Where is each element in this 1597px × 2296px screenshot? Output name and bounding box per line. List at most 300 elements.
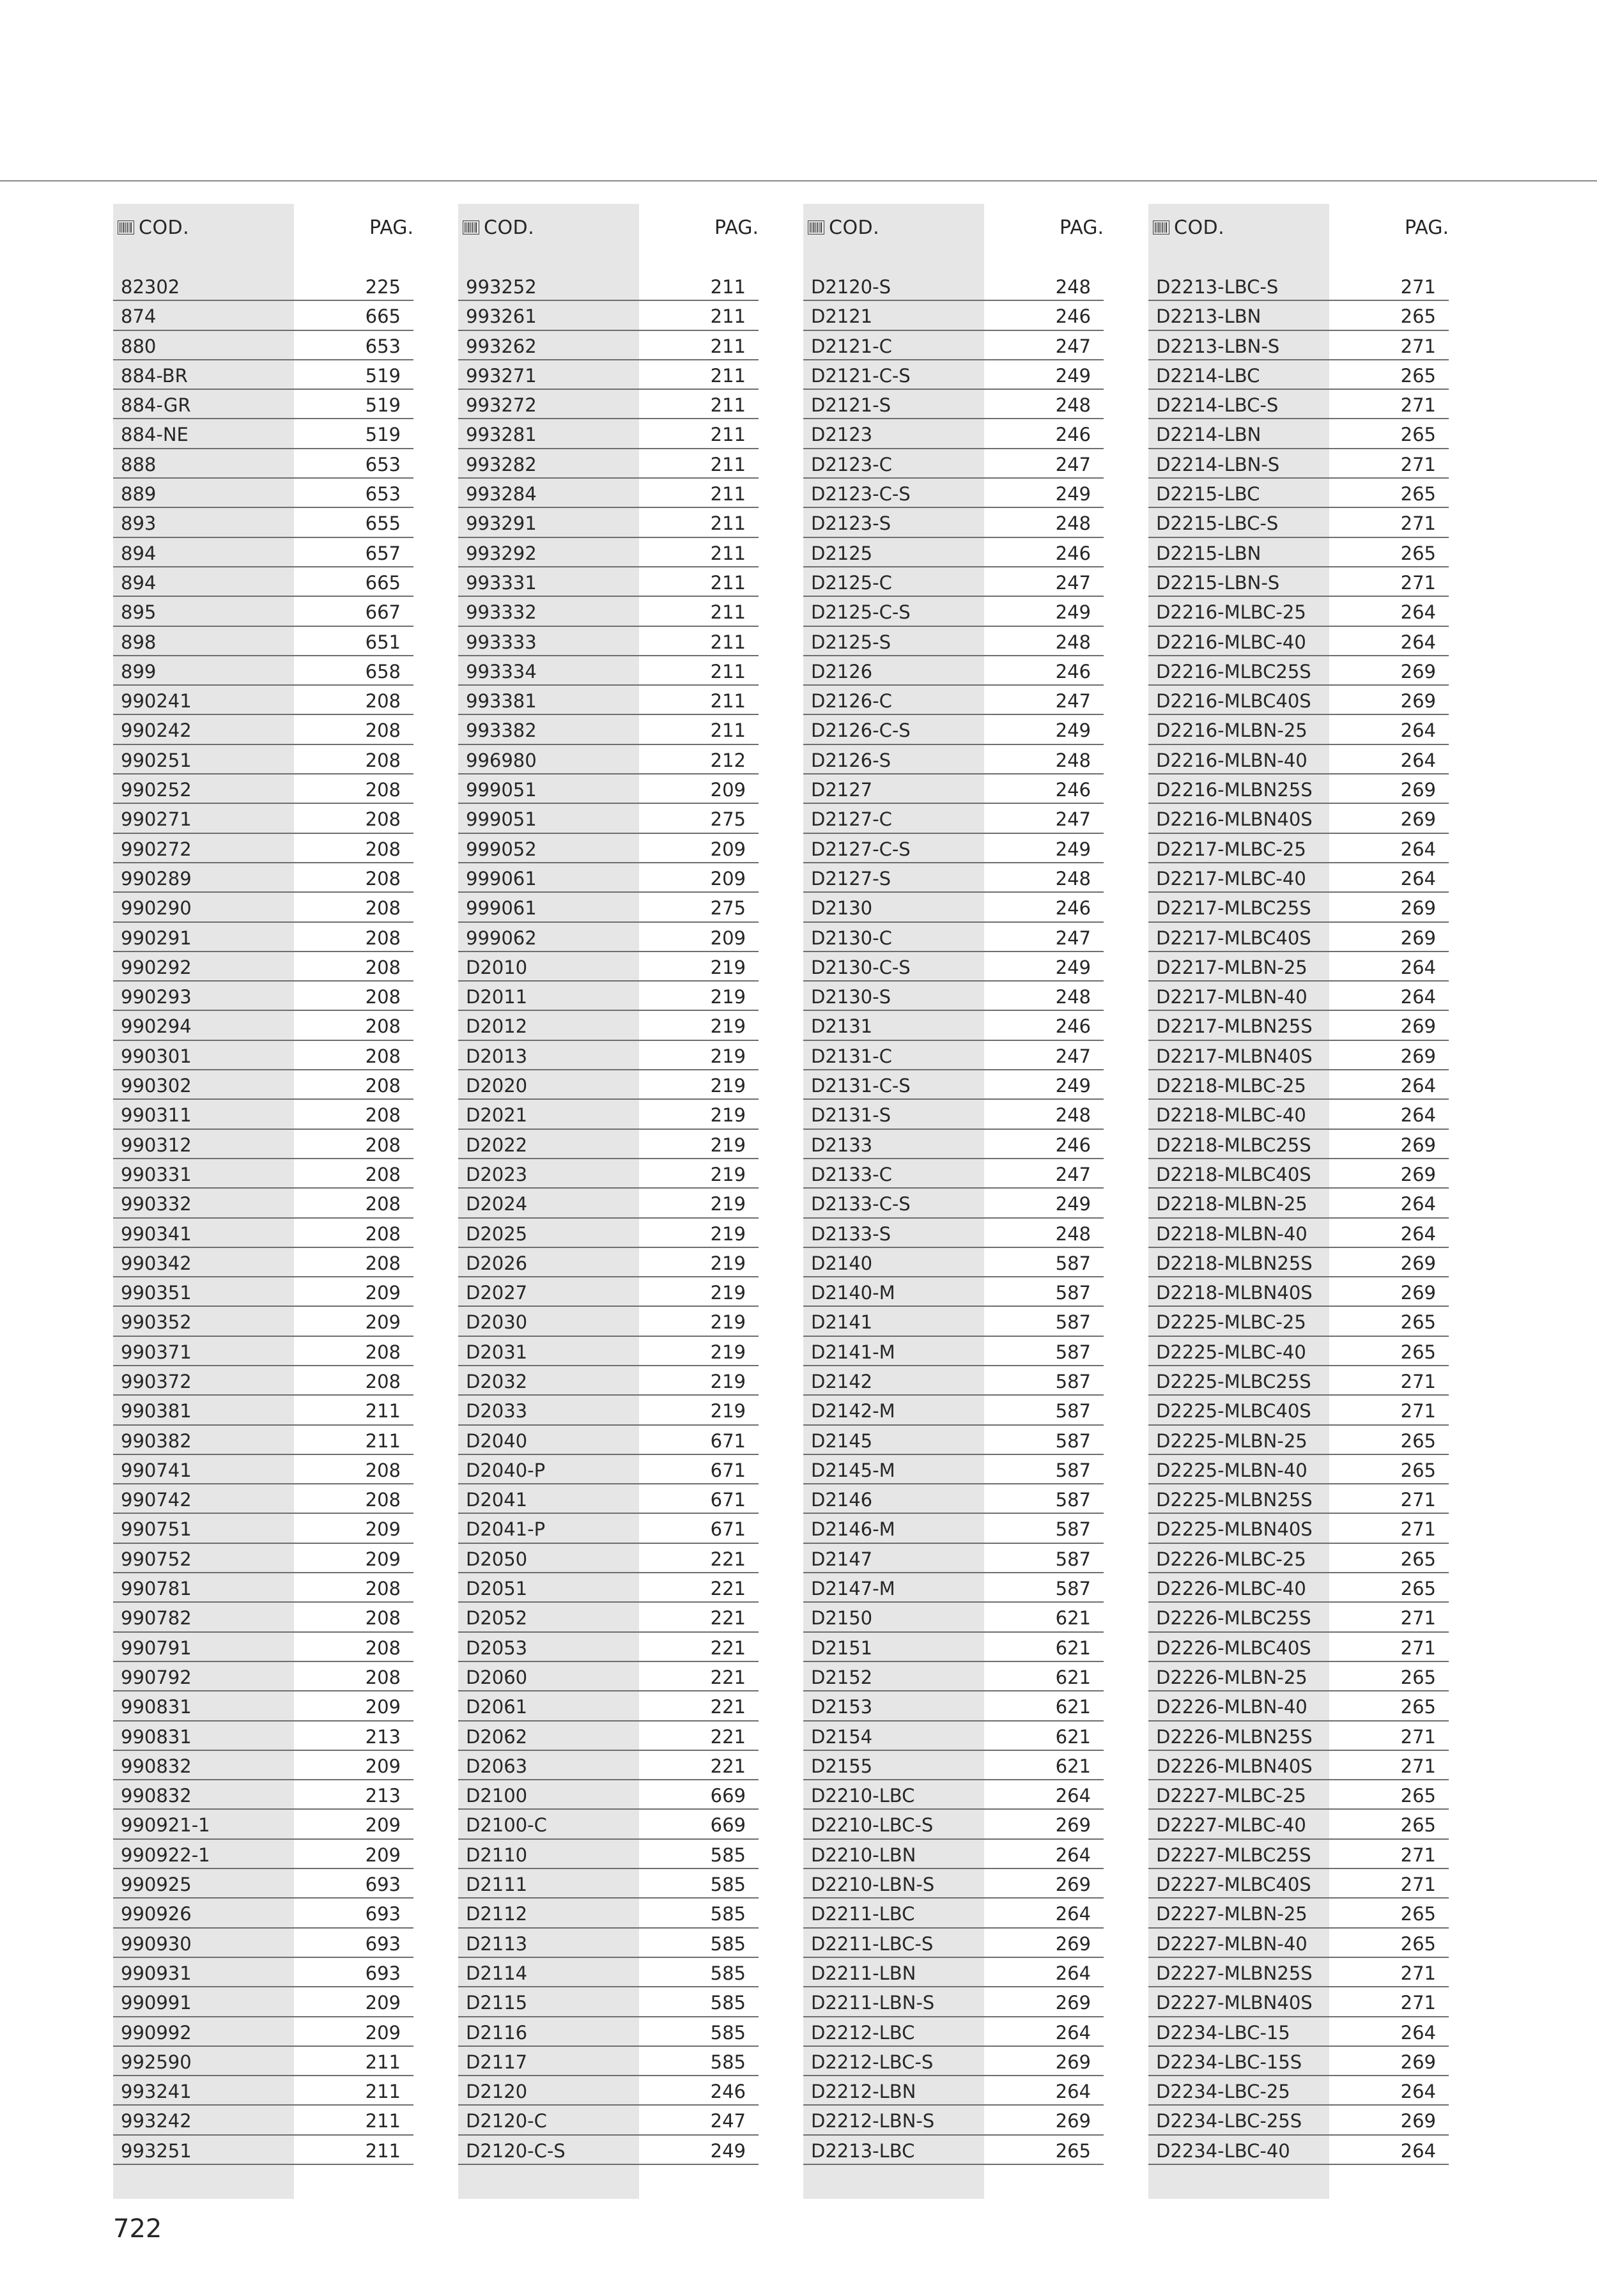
table-row [1148,686,1449,715]
table-row [1148,774,1449,804]
table-row [803,952,1104,982]
product-code: D2210-LBC-S [811,1814,934,1837]
product-code: D2063 [466,1755,528,1777]
page-ref: 264 [1400,838,1436,860]
page-ref: 271 [1400,1637,1436,1659]
page-ref: 249 [1055,483,1091,505]
page-ref: 219 [710,1045,746,1067]
product-code: D2225-MLBC40S [1156,1400,1311,1422]
product-code: D2032 [466,1370,528,1392]
product-code: 993291 [466,512,537,535]
page-ref: 265 [1400,1932,1436,1955]
page-ref: 219 [710,1341,746,1363]
table-row [113,567,413,597]
product-code: 990289 [121,867,192,890]
table-row [113,1869,413,1899]
page-ref: 211 [365,1429,401,1452]
table-row [458,1544,759,1573]
product-code: 999061 [466,867,537,890]
page-ref: 264 [1400,2139,1436,2162]
table-row [458,1426,759,1455]
product-code: D2027 [466,1282,528,1304]
product-code: D2142-M [811,1400,895,1422]
table-row [113,952,413,982]
table-row [803,1130,1104,1159]
page-ref: 221 [710,1607,746,1630]
page-ref: 213 [365,1785,401,1807]
page-ref: 249 [1055,720,1091,742]
table-row [113,1277,413,1307]
page-ref: 264 [1055,1903,1091,1925]
product-code: 996980 [466,749,537,771]
product-code: 893 [121,512,157,535]
product-code: D2123-S [811,512,891,535]
product-code: D2133-S [811,1222,891,1245]
page-ref: 213 [365,1725,401,1748]
page-ref: 271 [1400,1400,1436,1422]
page-ref: 265 [1400,1785,1436,1807]
table-row [1148,390,1449,419]
product-code: 993271 [466,364,537,387]
page-ref: 208 [365,1370,401,1392]
table-row [1148,745,1449,774]
product-code: D2226-MLBN40S [1156,1755,1313,1777]
table-row [458,331,759,360]
product-code: D2217-MLBN40S [1156,1045,1313,1067]
product-code: D2226-MLBC-40 [1156,1578,1306,1600]
table-row [458,538,759,567]
product-code: 990371 [121,1341,192,1363]
page-ref: 211 [365,2139,401,2162]
product-code: 894 [121,571,157,594]
table-row [113,774,413,804]
table-row [458,1248,759,1277]
page-ref: 208 [365,749,401,771]
table-row [113,715,413,744]
product-code: 990741 [121,1459,192,1481]
product-code: D2147-M [811,1578,895,1600]
table-row [1148,360,1449,390]
product-code: D2142 [811,1370,873,1392]
page-ref: 275 [710,808,746,831]
table-row [803,301,1104,330]
product-code: 990302 [121,1075,192,1097]
product-code: D2225-MLBC-40 [1156,1341,1306,1363]
product-code: 990925 [121,1874,192,1896]
page-ref: 519 [365,364,401,387]
product-code: D2060 [466,1666,528,1688]
page-ref: 246 [1055,897,1091,920]
page-ref: 209 [365,1992,401,2014]
table-row [803,1189,1104,1218]
product-code: D2226-MLBC40S [1156,1637,1311,1659]
table-row [803,1633,1104,1662]
table-row [458,1899,759,1928]
table-row [458,834,759,863]
page-ref: 219 [710,1252,746,1274]
page-ref: 247 [1055,808,1091,831]
product-code: D2031 [466,1341,528,1363]
table-row [803,1248,1104,1277]
table-row [803,1070,1104,1100]
table-row [113,1603,413,1632]
product-code: D2140 [811,1252,873,1274]
page-ref: 671 [710,1459,746,1481]
page-ref: 587 [1055,1548,1091,1570]
table-row [803,1396,1104,1425]
page-ref: 585 [710,2051,746,2073]
table-row [803,1041,1104,1070]
page-ref: 209 [710,779,746,801]
page-ref: 265 [1400,424,1436,446]
page-ref: 585 [710,1932,746,1955]
table-row [113,597,413,626]
product-code: D2216-MLBN40S [1156,808,1313,831]
table-row [803,2106,1104,2135]
page-ref: 655 [365,512,401,535]
page-ref: 211 [710,394,746,417]
page-ref: 264 [1055,2081,1091,2103]
table-row [1148,272,1449,301]
page-ref: 249 [710,2139,746,2162]
table-row [1148,1987,1449,2017]
table-row [113,834,413,863]
page-ref: 221 [710,1755,746,1777]
product-code: D2227-MLBN-40 [1156,1932,1308,1955]
table-row [803,449,1104,479]
table-row [113,2106,413,2135]
page-ref: 653 [365,335,401,357]
page-ref: 519 [365,394,401,417]
page-ref: 693 [365,1903,401,1925]
page-ref: 269 [1400,2051,1436,2073]
rows [113,272,413,2165]
product-code: D2212-LBC-S [811,2051,934,2073]
product-code: D2040-P [466,1459,546,1481]
product-code: 993261 [466,305,537,328]
table-row [1148,1337,1449,1366]
product-code: D2116 [466,2021,528,2044]
product-code: D2213-LBC [811,2139,915,2162]
table-row [458,2017,759,2047]
page-ref: 264 [1400,1075,1436,1097]
page-ref: 651 [365,631,401,653]
table-row [113,863,413,893]
page-ref: 211 [710,512,746,535]
product-code: D2216-MLBC40S [1156,690,1311,713]
product-code: 990331 [121,1163,192,1185]
page-ref: 269 [1400,1252,1436,1274]
product-code: D2226-MLBN-25 [1156,1666,1308,1688]
top-divider [0,180,1597,181]
page-ref: 269 [1400,808,1436,831]
page-ref: 271 [1400,453,1436,475]
table-row [458,1041,759,1070]
product-code: D2030 [466,1311,528,1334]
table-row [113,1011,413,1040]
product-code: D2225-MLBN40S [1156,1518,1313,1541]
table-row [458,479,759,508]
product-code: 990341 [121,1222,192,1245]
product-code: D2012 [466,1015,528,1038]
column-header [113,204,413,255]
table-row [458,1277,759,1307]
page-ref: 249 [1055,1075,1091,1097]
table-row [458,567,759,597]
table-row [458,2076,759,2106]
product-code: 990251 [121,749,192,771]
page-ref: 221 [710,1696,746,1718]
product-code: 990792 [121,1666,192,1688]
page-ref: 247 [1055,453,1091,475]
product-code: D2123 [811,424,873,446]
cod-header: COD. [484,217,535,239]
page-ref: 275 [710,897,746,920]
table-row [1148,1751,1449,1780]
table-row [458,656,759,686]
product-code: D2022 [466,1134,528,1156]
page-ref: 246 [1055,779,1091,801]
product-code: D2145-M [811,1459,895,1481]
product-code: D2150 [811,1607,873,1630]
product-code: D2234-LBC-25 [1156,2081,1290,2103]
product-code: D2214-LBC-S [1156,394,1279,417]
page-ref: 247 [1055,571,1091,594]
product-code: D2217-MLBC-25 [1156,838,1306,860]
table-row [803,1484,1104,1514]
page-ref: 208 [365,867,401,890]
product-code: D2020 [466,1075,528,1097]
table-row [458,863,759,893]
page-ref: 621 [1055,1725,1091,1748]
table-row [113,360,413,390]
page-ref: 653 [365,453,401,475]
page-ref: 249 [1055,1193,1091,1215]
table-row [458,1958,759,1987]
table-row [1148,1633,1449,1662]
page-ref: 269 [1400,660,1436,682]
table-row [803,419,1104,449]
table-row [1148,2136,1449,2165]
page-ref: 669 [710,1814,746,1837]
page-ref: 208 [365,1459,401,1481]
page-ref: 587 [1055,1370,1091,1392]
page-ref: 265 [1400,305,1436,328]
page-ref: 271 [1400,1370,1436,1392]
page-ref: 211 [710,364,746,387]
product-code: D2112 [466,1903,528,1925]
page-ref: 211 [710,720,746,742]
page-ref: 248 [1055,276,1091,298]
product-code: 990242 [121,720,192,742]
index-column-3 [803,204,1104,2162]
table-row [458,982,759,1011]
product-code: 993262 [466,335,537,357]
product-code: 999062 [466,927,537,949]
page-ref: 264 [1400,986,1436,1008]
product-code: D2225-MLBC-25 [1156,1311,1306,1334]
table-row [1148,1426,1449,1455]
table-row [458,1603,759,1632]
product-code: D2127 [811,779,873,801]
page-ref: 208 [365,1489,401,1511]
page-ref: 587 [1055,1400,1091,1422]
product-code: D2130-S [811,986,891,1008]
page-ref: 219 [710,1075,746,1097]
product-code: D2215-LBN [1156,542,1261,564]
table-row [113,1100,413,1129]
page-ref: 221 [710,1548,746,1570]
product-code: D2025 [466,1222,528,1245]
product-code: 990292 [121,956,192,978]
page-ref: 693 [365,1874,401,1896]
product-code: D2120-S [811,276,891,298]
table-row [803,597,1104,626]
page-ref: 265 [1400,1666,1436,1688]
page-ref: 271 [1400,1874,1436,1896]
table-row [458,1751,759,1780]
product-code: D2052 [466,1607,528,1630]
product-code: 990992 [121,2021,192,2044]
table-row [113,982,413,1011]
table-row [1148,1780,1449,1810]
table-row [1148,1929,1449,1958]
page-ref: 219 [710,1163,746,1185]
table-row [113,449,413,479]
page-ref: 246 [1055,660,1091,682]
table-row [458,1337,759,1366]
table-row [113,331,413,360]
product-code: D2131-C-S [811,1075,911,1097]
rows [458,272,759,2165]
table-row [458,686,759,715]
page-ref: 248 [1055,631,1091,653]
table-row [113,686,413,715]
page-ref: 248 [1055,1222,1091,1245]
page-ref: 264 [1400,720,1436,742]
page-ref: 208 [365,808,401,831]
page-ref: 211 [710,305,746,328]
table-row [1148,1455,1449,1484]
cod-header: COD. [829,217,880,239]
page-ref: 621 [1055,1607,1091,1630]
table-row [1148,1899,1449,1928]
table-row [1148,1277,1449,1307]
table-row [1148,1603,1449,1632]
page-ref: 264 [1400,631,1436,653]
page-ref: 271 [1400,276,1436,298]
page-ref: 519 [365,424,401,446]
page-ref: 665 [365,305,401,328]
product-code: 999052 [466,838,537,860]
column-header [803,204,1104,255]
product-code: D2026 [466,1252,528,1274]
page-ref: 211 [710,631,746,653]
page-ref: 265 [1400,1341,1436,1363]
product-code: D2130 [811,897,873,920]
table-row [1148,1100,1449,1129]
table-row [458,1307,759,1336]
page-ref: 208 [365,1104,401,1127]
product-code: D2115 [466,1992,528,2014]
product-code: D2127-C-S [811,838,911,860]
table-row [803,390,1104,419]
page-ref: 264 [1400,1222,1436,1245]
page-ref: 271 [1400,1755,1436,1777]
product-code: D2121 [811,305,873,328]
product-code: D2130-C-S [811,956,911,978]
page-ref: 264 [1400,2081,1436,2103]
index-column-1 [113,204,413,2162]
table-row [1148,1248,1449,1277]
table-row [113,1159,413,1189]
table-row [803,1899,1104,1928]
page-ref: 671 [710,1429,746,1452]
page-ref: 209 [365,1696,401,1718]
product-code: 990352 [121,1311,192,1334]
cod-header: COD. [139,217,190,239]
table-row [1148,982,1449,1011]
product-code: D2051 [466,1578,528,1600]
product-code: 990351 [121,1282,192,1304]
page-ref: 269 [1400,1282,1436,1304]
barcode-icon [1153,220,1169,235]
page-ref: 264 [1400,956,1436,978]
page-ref: 246 [1055,1015,1091,1038]
page-ref: 249 [1055,364,1091,387]
table-row [113,1573,413,1603]
table-row [803,834,1104,863]
table-row [113,272,413,301]
table-row [113,1514,413,1543]
page-ref: 264 [1400,749,1436,771]
table-row [1148,1041,1449,1070]
page-ref: 265 [1400,1548,1436,1570]
table-row [458,745,759,774]
page-ref: 211 [710,542,746,564]
table-row [1148,715,1449,744]
product-code: D2100-C [466,1814,547,1837]
product-code: 898 [121,631,157,653]
table-row [113,390,413,419]
table-row [458,1455,759,1484]
page-ref: 209 [365,1311,401,1334]
product-code: 990782 [121,1607,192,1630]
product-code: D2127-S [811,867,891,890]
product-code: D2217-MLBN25S [1156,1015,1313,1038]
page-ref: 265 [1400,1814,1436,1837]
table-row [458,1396,759,1425]
table-row [1148,479,1449,508]
product-code: 990751 [121,1518,192,1541]
page-ref: 269 [1400,1163,1436,1185]
product-code: D2125 [811,542,873,564]
page-ref: 209 [365,2021,401,2044]
product-code: D2214-LBN-S [1156,453,1280,475]
table-row [1148,627,1449,656]
table-row [1148,449,1449,479]
page-ref: 247 [1055,1163,1091,1185]
product-code: 990294 [121,1015,192,1038]
page-ref: 265 [1400,1459,1436,1481]
product-code: 993242 [121,2110,192,2132]
page-ref: 271 [1400,512,1436,535]
table-row [458,952,759,982]
table-row [803,1337,1104,1366]
table-row [458,923,759,952]
product-code: D2218-MLBN25S [1156,1252,1313,1274]
page-ref: 657 [365,542,401,564]
